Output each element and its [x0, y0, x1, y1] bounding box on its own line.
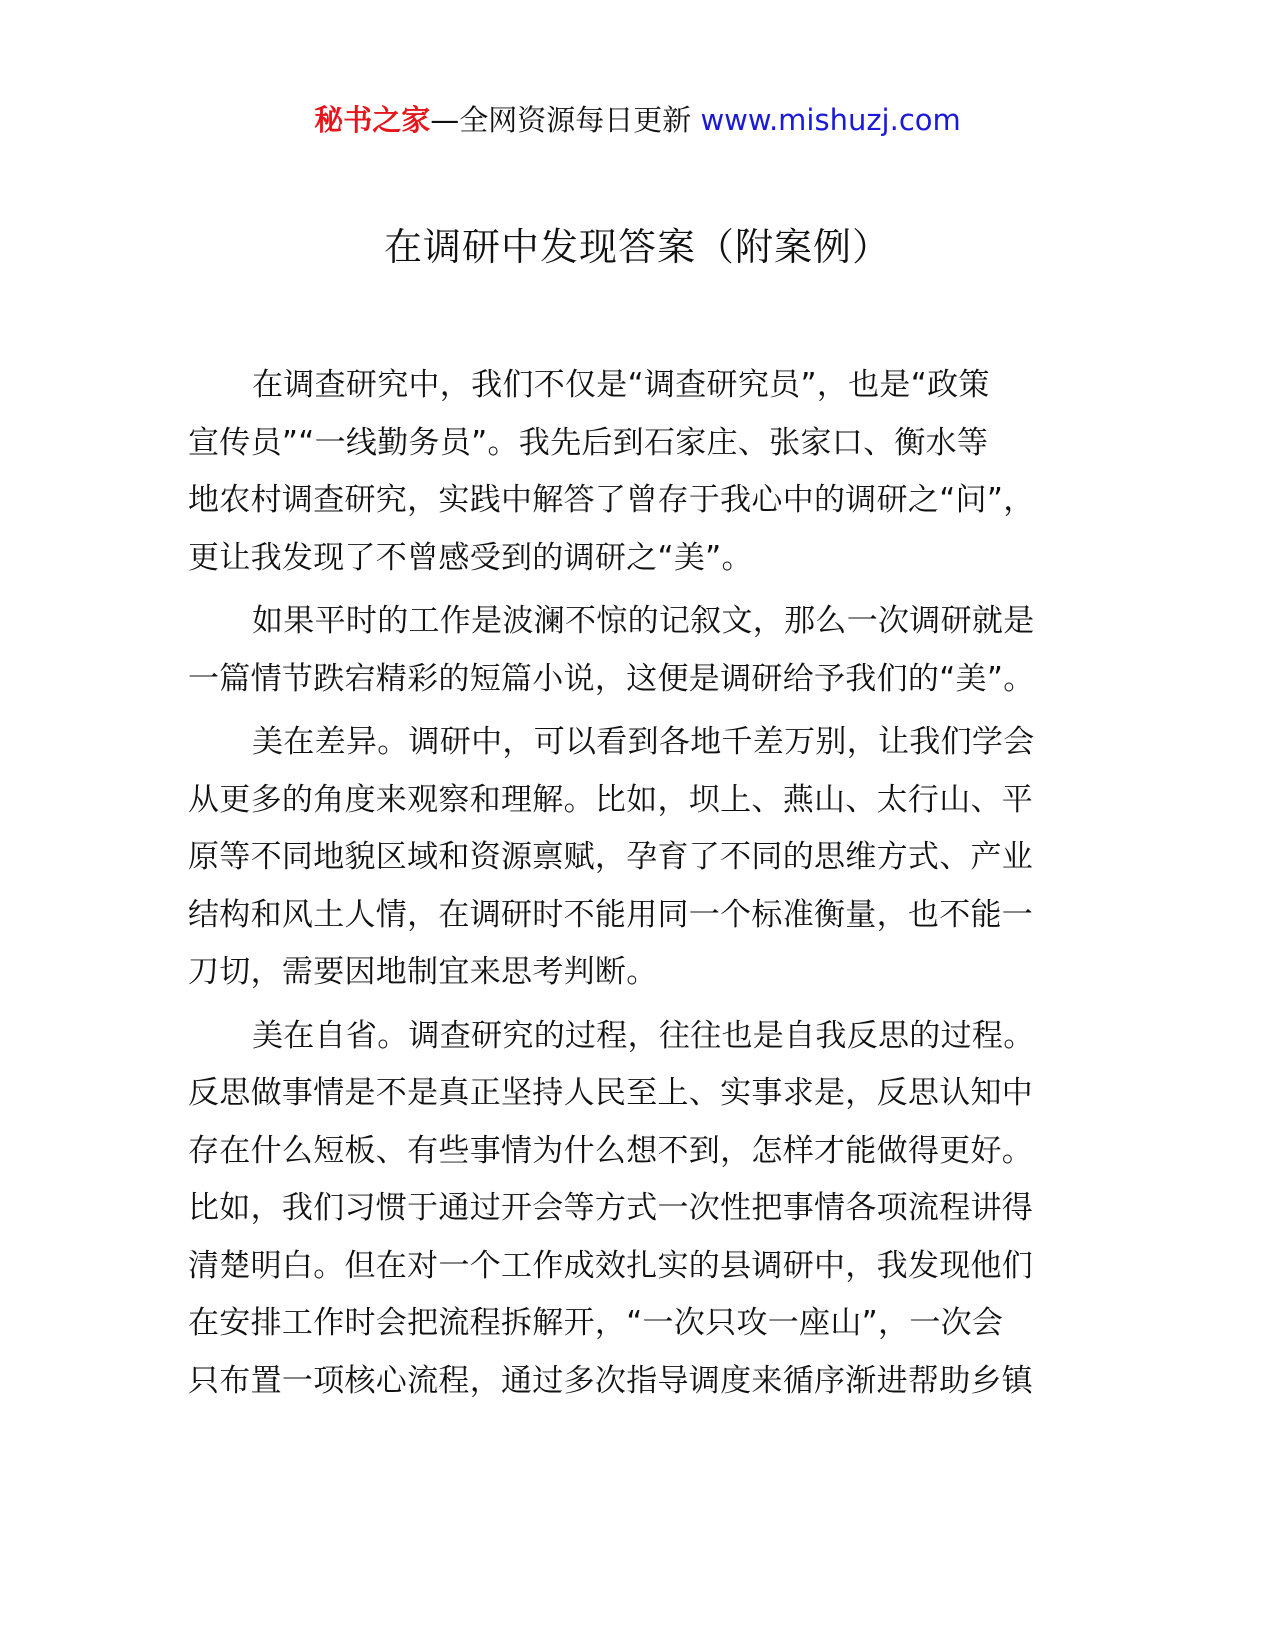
paragraph-3	[188, 714, 1088, 1002]
paragraph-line: 宣传员”“一线勤务员”。我先后到石家庄、张家口、衡水等	[188, 424, 989, 461]
paragraph-line: 在安排工作时会把流程拆解开，“一次只攻一座山”，一次会	[188, 1305, 1004, 1341]
document-body	[188, 357, 1088, 1416]
paragraph-line: 从更多的角度来观察和理解。比如，坝上、燕山、太行山、平	[188, 781, 1034, 818]
paragraph-4	[188, 1008, 1088, 1411]
paragraph-line: 一篇情节跌宕精彩的短篇小说，这便是调研给予我们的“美”。	[188, 660, 1035, 697]
paragraph-line: 反思做事情是不是真正坚持人民至上、实事求是，反思认知中	[188, 1075, 1034, 1111]
paragraph-line: 结构和风土人情，在调研时不能用同一个标准衡量，也不能一	[188, 896, 1034, 933]
paragraph-line: 比如，我们习惯于通过开会等方式一次性把事情各项流程讲得	[188, 1190, 1034, 1226]
paragraph-line: 只布置一项核心流程，通过多次指导调度来循序渐进帮助乡镇	[188, 1362, 1034, 1399]
paragraph-line: 在调查研究中，我们不仅是“调查研究员”，也是“政策	[252, 367, 990, 403]
document-title: 在调研中发现答案（附案例）	[383, 225, 891, 269]
paragraph-line: 更让我发现了不曾感受到的调研之“美”。	[188, 539, 753, 576]
site-header	[0, 100, 1275, 140]
paragraph-line: 清楚明白。但在对一个工作成效扎实的县调研中，我发现他们	[188, 1247, 1034, 1284]
brand-name: 秘书之家	[314, 103, 431, 137]
paragraph-2	[188, 593, 1088, 708]
header-tagline: —全网资源每日更新	[430, 103, 701, 137]
paragraph-line: 刀切，需要因地制宜来思考判断。	[188, 954, 658, 990]
site-url-link[interactable]: www.mishuzj.com	[700, 103, 961, 137]
paragraph-line: 原等不同地貌区域和资源禀赋，孕育了不同的思维方式、产业	[188, 839, 1034, 875]
paragraph-line: 美在差异。调研中，可以看到各地千差万别，让我们学会	[252, 724, 1035, 760]
paragraph-1	[188, 357, 1088, 587]
paragraph-line: 如果平时的工作是波澜不惊的记叙文，那么一次调研就是	[252, 603, 1035, 639]
paragraph-line: 地农村调查研究，实践中解答了曾存于我心中的调研之“问”，	[188, 482, 1035, 518]
paragraph-line: 美在自省。调查研究的过程，往往也是自我反思的过程。	[252, 1017, 1035, 1054]
paragraph-line: 存在什么短板、有些事情为什么想不到，怎样才能做得更好。	[188, 1132, 1034, 1169]
